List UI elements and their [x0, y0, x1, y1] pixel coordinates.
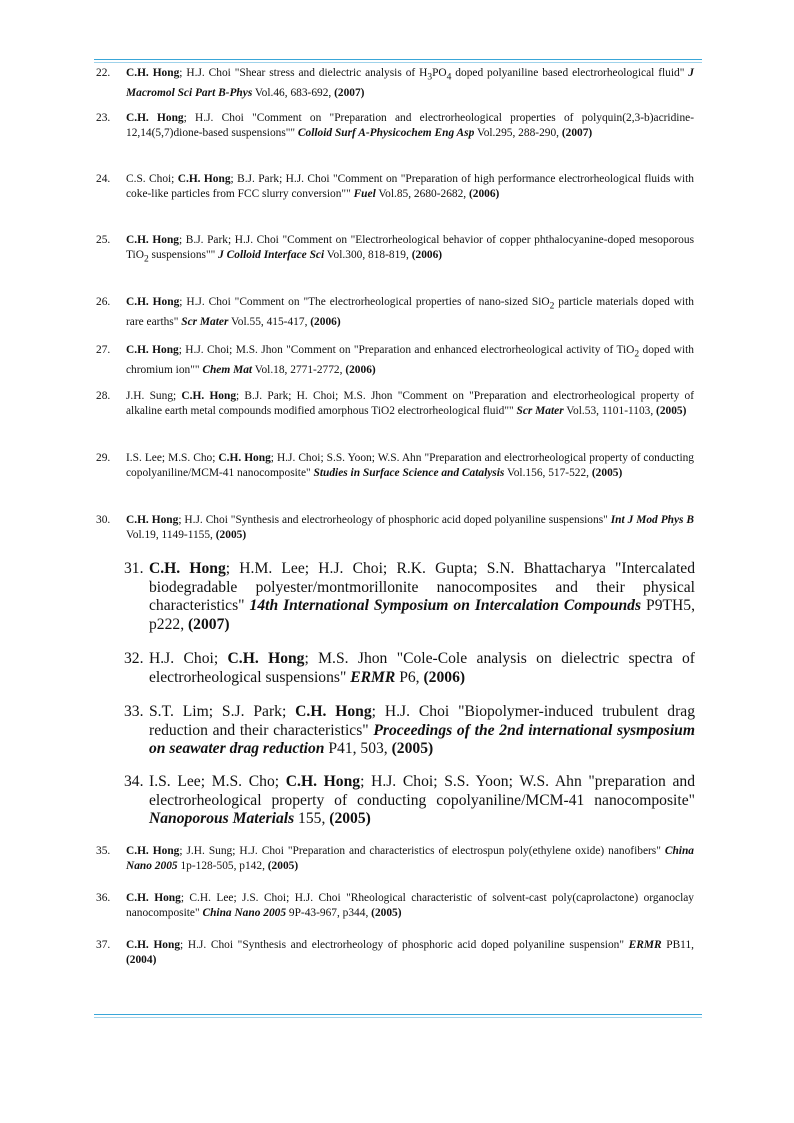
reference-item: [124, 650, 695, 687]
author-name: (2005): [371, 907, 402, 920]
author-name: C.H. Hong: [227, 650, 305, 667]
author-name: C.H. Hong: [126, 892, 181, 904]
reference-number: 32.: [124, 650, 144, 667]
subscript: 4: [446, 72, 452, 83]
reference-item: [96, 111, 694, 142]
reference-text: [126, 514, 694, 541]
reference-item: [96, 66, 694, 101]
reference-segment: P6,: [395, 668, 424, 686]
reference-number: 22.: [96, 67, 111, 79]
reference-text: [126, 939, 694, 966]
reference-segment: ; C.H. Lee; J.S. Choi; H.J. Choi "Rheological characteristic of solvent-cast poly(caprolactone) organoclay nanocomposite": [126, 892, 694, 920]
reference-number: 33.: [124, 703, 144, 720]
journal-title: ERMR: [350, 668, 396, 686]
reference-number: 34.: [124, 773, 144, 790]
author-name: C.H. Hong: [126, 344, 179, 356]
author-name: (2005): [591, 467, 623, 480]
journal-title: Proceedings of the 2nd international sysmposium on seawater drag reduction: [149, 721, 695, 758]
reference-number: 25.: [96, 234, 111, 246]
journal-title: J Macromol Sci Part B-Phys: [126, 67, 694, 99]
reference-segment: S.T. Lim; S.J. Park;: [149, 703, 296, 720]
reference-segment: Vol.19, 1149-1155,: [126, 529, 216, 542]
reference-segment: Vol.156, 517-522,: [504, 467, 592, 480]
reference-segment: Vol.46, 683-692,: [252, 86, 335, 99]
journal-title: China Nano 2005: [202, 907, 287, 920]
reference-text: [126, 67, 694, 99]
reference-segment: Vol.55, 415-417,: [228, 315, 311, 328]
reference-item: [96, 343, 694, 378]
reference-text: [126, 344, 694, 376]
author-name: (2005): [267, 860, 299, 873]
journal-title: Colloid Surf A-Physicochem Eng Asp: [297, 127, 475, 140]
reference-segment: ; B.J. Park; H.J. Choi "Comment on "Preparation of high performance electrorheological fluids with coke-like particles from FCC slurry conversion"": [126, 173, 695, 201]
reference-segment: ; H.J. Choi "Comment on "The electrorheological properties of nano-sized SiO: [179, 296, 550, 308]
reference-text: [149, 773, 695, 827]
author-name: C.H. Hong: [218, 452, 271, 464]
author-name: C.H. Hong: [126, 514, 179, 526]
reference-segment: PB11,: [661, 939, 694, 951]
reference-number: 28.: [96, 390, 111, 402]
reference-number: 37.: [96, 939, 111, 951]
journal-title: Nanoporous Materials: [149, 810, 295, 828]
author-name: C.H. Hong: [126, 234, 179, 246]
reference-number: 24.: [96, 173, 111, 185]
reference-number: 27.: [96, 344, 111, 356]
reference-item: [96, 172, 695, 203]
subscript: 3: [427, 72, 433, 83]
reference-item: [96, 233, 695, 268]
reference-segment: ; H.J. Choi; M.S. Jhon "Comment on "Preparation and enhanced electrorheological activity of TiO: [178, 344, 635, 356]
reference-segment: ; M.S. Jhon "Cole-Cole analysis on dielectric spectra of electrorheological suspensions": [149, 650, 695, 686]
reference-text: [126, 390, 694, 417]
author-name: C.H. Hong: [126, 296, 180, 308]
footer-rule: [94, 1014, 702, 1018]
author-name: (2006): [411, 249, 443, 262]
reference-text: [126, 845, 694, 872]
reference-segment: 155,: [294, 810, 330, 828]
author-name: C.H. Hong: [126, 112, 184, 124]
reference-text: [149, 650, 695, 686]
journal-title: Scr Mater: [181, 315, 229, 328]
reference-item: [96, 938, 694, 969]
journal-title: China Nano 2005: [126, 845, 694, 873]
reference-segment: Vol.85, 2680-2682,: [375, 188, 469, 201]
reference-item: [96, 844, 694, 875]
subscript: 2: [143, 254, 149, 265]
reference-number: 29.: [96, 452, 111, 464]
reference-segment: P9TH5, p222,: [149, 597, 695, 633]
subscript: 2: [634, 349, 640, 360]
subscript: 2: [549, 301, 555, 312]
reference-segment: ; H.J. Choi "Synthesis and electrorheology of phosphoric acid doped polyaniline suspension": [180, 939, 629, 951]
reference-text: [149, 703, 695, 757]
reference-item: [96, 451, 695, 482]
reference-segment: suspensions"": [148, 249, 219, 262]
reference-number: 26.: [96, 296, 111, 308]
author-name: C.H. Hong: [285, 773, 361, 790]
journal-title: Studies in Surface Science and Catalysis: [313, 467, 505, 480]
reference-segment: doped polyaniline based electrorheological fluid": [451, 67, 689, 79]
reference-segment: Vol.53, 1101-1103,: [563, 405, 657, 418]
journal-title: Chem Mat: [202, 363, 253, 376]
journal-title: 14th International Symposium on Intercalation Compounds: [249, 597, 642, 615]
reference-item: [96, 513, 695, 544]
reference-segment: ; H.M. Lee; H.J. Choi; R.K. Gupta; S.N. Bhattacharya "Intercalated biodegradable polyester/montmorillonite nanocomposites and their physical characteristics": [149, 560, 696, 615]
author-name: (2007): [187, 615, 230, 633]
reference-text: [126, 112, 694, 139]
reference-text: [149, 560, 695, 633]
author-name: (2006): [345, 363, 376, 376]
journal-title: Int J Mod Phys B: [610, 514, 695, 526]
journal-title: J Colloid Interface Sci: [218, 249, 325, 262]
reference-segment: particle materials doped with rare earths": [126, 296, 694, 328]
reference-segment: Vol.18, 2771-2772,: [252, 363, 346, 376]
reference-text: [126, 173, 694, 200]
author-name: C.H. Hong: [295, 703, 372, 720]
reference-segment: I.S. Lee; M.S. Cho;: [149, 773, 286, 790]
reference-item: [96, 891, 694, 922]
author-name: (2005): [329, 810, 371, 828]
reference-segment: 1p-128-505, p142,: [177, 860, 268, 873]
journal-title: ERMR: [628, 939, 662, 951]
author-name: (2004): [126, 954, 157, 967]
author-name: (2005): [391, 740, 434, 758]
author-name: C.H. Hong: [181, 390, 237, 402]
journal-title: Fuel: [353, 188, 376, 201]
reference-text: [126, 452, 694, 479]
reference-item: [124, 773, 696, 829]
author-name: (2006): [310, 315, 341, 328]
reference-number: 36.: [96, 892, 111, 904]
author-name: C.H. Hong: [177, 173, 231, 185]
reference-segment: 9P-43-967, p344,: [286, 907, 372, 920]
reference-text: [126, 234, 695, 265]
reference-segment: P41, 503,: [324, 740, 392, 758]
author-name: C.H. Hong: [126, 939, 181, 951]
reference-text: [126, 296, 694, 328]
reference-segment: H.J. Choi;: [149, 650, 228, 667]
reference-segment: I.S. Lee; M.S. Cho;: [126, 452, 219, 464]
author-name: C.H. Hong: [149, 560, 226, 577]
reference-segment: ; H.J. Choi; S.S. Yoon; W.S. Ahn "Preparation and electrorheological property of conducting copolyaniline/MCM-41 nanocomposite": [126, 452, 695, 480]
reference-segment: PO: [432, 67, 447, 79]
journal-title: Scr Mater: [516, 405, 564, 418]
reference-segment: ; H.J. Choi "Shear stress and dielectric analysis of H: [179, 67, 428, 79]
reference-number: 35.: [96, 845, 111, 857]
reference-segment: doped with chromium ion"": [126, 344, 694, 376]
reference-segment: ; H.J. Choi "Comment on "Preparation and electrorheological properties of polyquin(2,3-b)acridine-12,14(5,7)dione-based suspensions"": [126, 112, 694, 140]
reference-segment: C.S. Choi;: [126, 173, 178, 185]
reference-segment: ; B.J. Park; H. Choi; M.S. Jhon "Comment on "Preparation and electrorheological property of alkaline earth metal compounds modified amorphous TiO2 electrorheological fluid"": [126, 390, 694, 418]
reference-item: [96, 295, 694, 330]
reference-item: [96, 389, 694, 420]
reference-item: [124, 560, 696, 634]
reference-number: 31.: [124, 560, 144, 577]
author-name: C.H. Hong: [126, 845, 180, 857]
author-name: (2005): [215, 529, 247, 542]
author-name: (2007): [561, 127, 593, 140]
reference-text: [126, 892, 694, 919]
reference-segment: Vol.295, 288-290,: [474, 127, 562, 140]
author-name: (2005): [656, 405, 687, 418]
reference-item: [124, 703, 695, 759]
reference-segment: ; H.J. Choi "Biopolymer-induced trubulent drag reduction and their characteristics": [149, 703, 695, 739]
author-name: (2007): [334, 86, 365, 99]
reference-segment: ; H.J. Choi "Synthesis and electrorheology of phosphoric acid doped polyaniline suspensions": [178, 514, 611, 526]
author-name: (2006): [423, 668, 466, 686]
reference-number: 23.: [96, 112, 111, 124]
reference-number: 30.: [96, 514, 111, 526]
reference-segment: ; J.H. Sung; H.J. Choi "Preparation and characteristics of electrospun poly(ethylene oxide) nanofibers": [179, 845, 665, 857]
author-name: (2006): [468, 188, 500, 201]
reference-segment: ; B.J. Park; H.J. Choi "Comment on "Electrorheological behavior of copper phthalocyanine-doped mesoporous TiO: [126, 234, 695, 262]
author-name: C.H. Hong: [126, 67, 180, 79]
header-rule: [94, 59, 702, 63]
reference-segment: J.H. Sung;: [126, 390, 182, 402]
reference-segment: Vol.300, 818-819,: [324, 249, 412, 262]
reference-segment: ; H.J. Choi; S.S. Yoon; W.S. Ahn "preparation and electrorheological property of conducting copolyaniline/MCM-41 nanocomposite": [149, 773, 696, 809]
